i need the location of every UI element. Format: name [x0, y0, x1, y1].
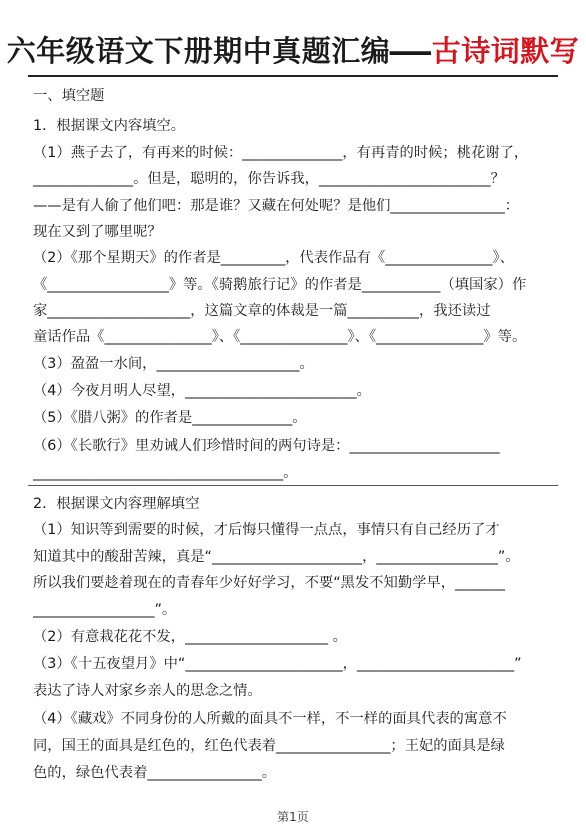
text-line: ______________。但是，聪明的，你告诉我，________________________？ [33, 171, 505, 187]
text-line: （4）《藏戏》不同身份的人所戴的面具不一样，不一样的面具代表的寓意不 [33, 711, 507, 727]
text-line: 色的，绿色代表着________________。 [33, 765, 277, 781]
page-number: 第1页 [277, 810, 309, 824]
title-divider [28, 75, 558, 77]
question-heading: 2．根据课文内容理解填空 [33, 496, 200, 512]
section-divider [28, 485, 558, 486]
text-line: 表达了诗人对家乡亲人的思念之情。 [33, 683, 262, 699]
question-heading: 1．根据课文内容填空。 [33, 118, 186, 134]
text-line: 童话作品《_______________》、《_______________》、《_______________》等。 [33, 329, 527, 345]
text-line: ___________________________________。 [33, 465, 298, 481]
text-line: （3）盈盈一水间，____________________。 [33, 356, 314, 372]
text-line: （2）《那个星期天》的作者是_________，代表作品有《_______________》、 [33, 250, 514, 266]
page-title [0, 29, 586, 70]
text-line: _________________”。 [33, 602, 177, 618]
text-line: （2）有意栽花花不发，____________________ 。 [33, 629, 347, 645]
text-line: 家____________________，这篇文章的体裁是一篇__________，我还读过 [33, 303, 491, 319]
text-line: （5）《腊八粥》的作者是______________。 [33, 410, 307, 426]
text-line: （4）今夜月明人尽望，________________________。 [33, 383, 371, 399]
text-line: （1）燕子去了，有再来的时候：______________，有再青的时候；桃花谢了， [33, 145, 529, 161]
text-line: （1）知识等到需要的时候，才后悔只懂得一点点，事情只有自己经历了才 [33, 522, 500, 538]
section-heading: 一、填空题 [33, 88, 105, 104]
text-line: （6）《长歌行》里劝诫人们珍惜时间的两句诗是：_____________________ [33, 438, 500, 454]
text-line: 知道其中的酸甜苦辣，真是“_____________________，_________________”。 [33, 549, 520, 565]
text-line: 现在又到了哪里呢？ [33, 224, 162, 240]
text-line: ——是有人偷了他们吧：那是谁？又藏在何处呢？是他们________________： [33, 198, 520, 214]
title-dash: — [387, 34, 435, 68]
title-highlight: 古诗词默写 [431, 34, 580, 68]
text-line: 所以我们要趁着现在的青春年少好好学习，不要“黑发不知勤学早，_______ [33, 575, 506, 591]
title-main: 六年级语文下册期中真题汇编 [6, 34, 391, 68]
text-line: 同，国王的面具是红色的，红色代表着________________；王妃的面具是绿 [33, 738, 505, 754]
text-line: （3）《十五夜望月》中“______________________，______________________” [33, 656, 522, 672]
text-line: 《_________________》等。《骑鹅旅行记》的作者是___________（填国家）作 [33, 277, 527, 293]
